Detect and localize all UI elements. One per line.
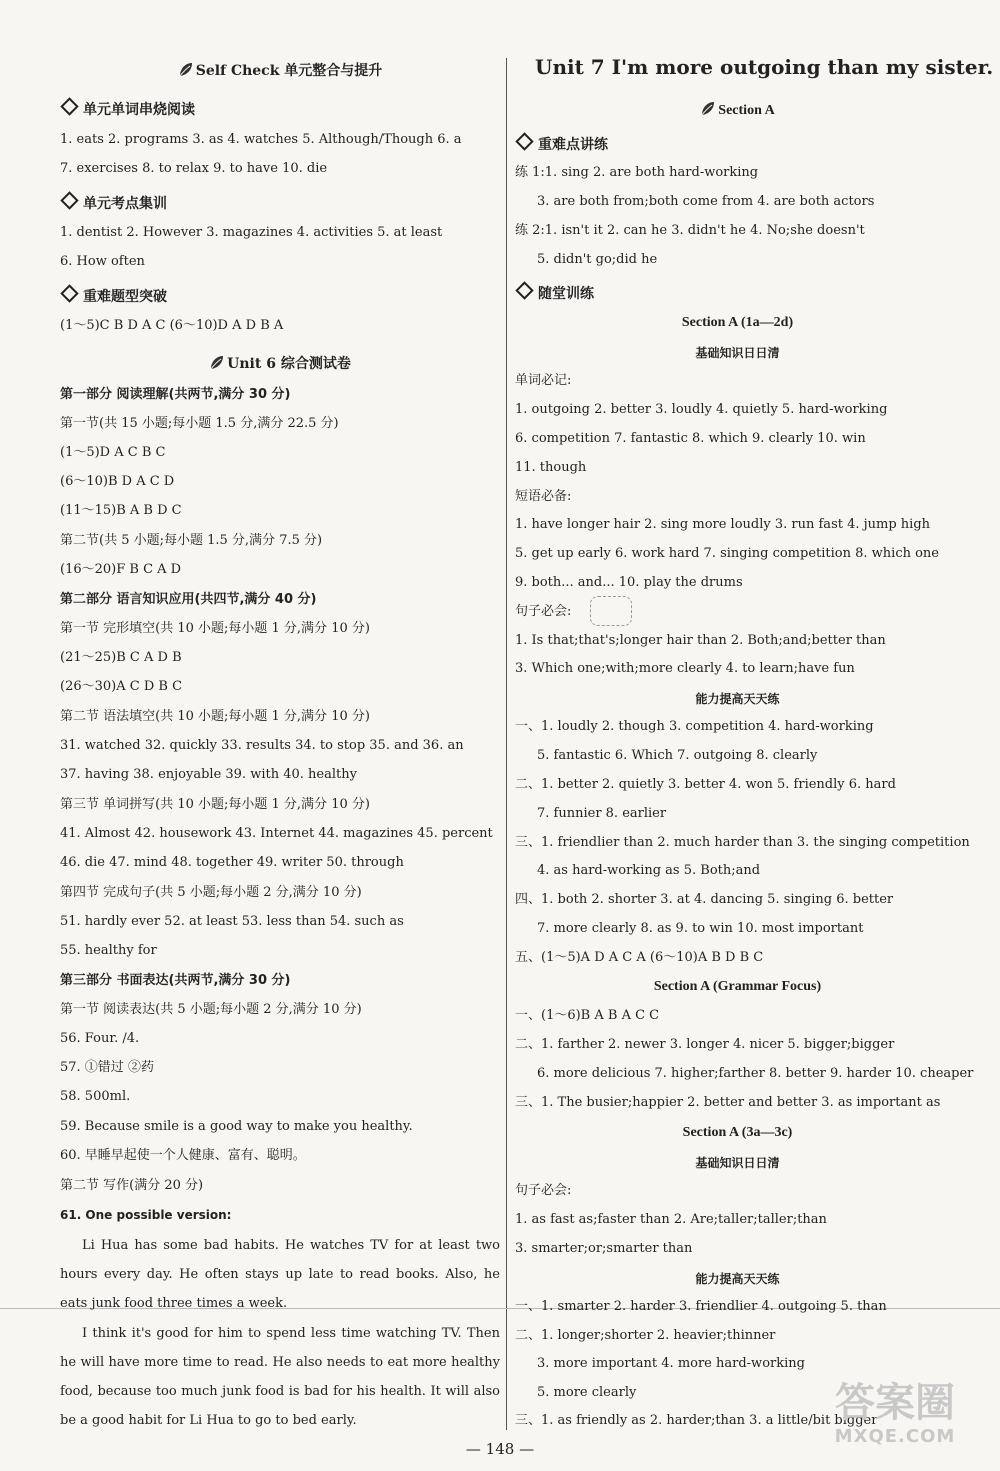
subsection-heading: 第二节 写作(满分 20 分) (60, 1178, 204, 1193)
section-title: Section A (515, 101, 960, 120)
answer-line: (16～20)F B C A D (60, 562, 182, 577)
answer-line: 6. competition 7. fantastic 8. which 9. clearly 10. win (515, 431, 866, 446)
answer-line: 一、1. loudly 2. though 3. competition 4. hard-working (515, 719, 874, 734)
label: 单词必记: (515, 373, 572, 388)
answer-line: 五、(1～5)A D A C A (6～10)A B D B C (515, 950, 764, 965)
answer-line: 3. more important 4. more hard-working (537, 1356, 805, 1371)
answer-line: 3. smarter;or;smarter than (515, 1241, 693, 1256)
leaf-icon (700, 101, 715, 116)
answer-line: 37. having 38. enjoyable 39. with 40. healthy (60, 767, 357, 782)
subsection-heading: 第四节 完成句子(共 5 小题;每小题 2 分,满分 10 分) (60, 885, 362, 900)
answer-line: 三、1. The busier;happier 2. better and better 3. as important as (515, 1095, 941, 1110)
answer-line: 11. though (515, 460, 587, 475)
answer-line: 58. 500ml. (60, 1089, 131, 1104)
answer-line: (6～10)B D A C D (60, 474, 175, 489)
answer-line: 61. One possible version: (60, 1208, 232, 1222)
answer-line: 7. funnier 8. earlier (537, 806, 667, 821)
page-number: — 148 — (465, 1440, 535, 1458)
answer-line: 3. are both from;both come from 4. are both actors (537, 194, 875, 209)
part-heading: 第三部分 书面表达(共两节,满分 30 分) (60, 973, 291, 988)
answer-line: (26～30)A C D B C (60, 679, 183, 694)
section-heading: 随堂训练 (515, 284, 594, 303)
answer-line: 6. How often (60, 254, 145, 269)
answer-line: 练 2:1. isn't it 2. can he 3. didn't he 4. No;she doesn't (515, 223, 865, 238)
subheading: 基础知识日日清 (695, 346, 780, 360)
subheading: 能力提高天天练 (695, 692, 780, 706)
subsection-heading: 第二节 语法填空(共 10 小题;每小题 1 分,满分 10 分) (60, 709, 370, 724)
leaf-icon (178, 62, 193, 77)
section-heading: 单元考点集训 (60, 194, 167, 213)
answer-line: 31. watched 32. quickly 33. results 34. to stop 35. and 36. an (60, 738, 464, 753)
answer-line: 5. get up early 6. work hard 7. singing competition 8. which one (515, 546, 939, 561)
answer-line: 5. fantastic 6. Which 7. outgoing 8. clearly (537, 748, 818, 763)
subheading: 能力提高天天练 (695, 1272, 780, 1286)
answer-line: 51. hardly ever 52. at least 53. less than 54. such as (60, 914, 404, 929)
diamond-icon (515, 281, 533, 299)
answer-line: 二、1. longer;shorter 2. heavier;thinner (515, 1328, 776, 1343)
self-check-title: Self Check 单元整合与提升 (60, 62, 500, 80)
answer-line: 1. outgoing 2. better 3. loudly 4. quietly 5. hard-working (515, 402, 888, 417)
subsection-heading: 第二节(共 5 小题;每小题 1.5 分,满分 7.5 分) (60, 533, 323, 548)
subsection-heading: 第一节(共 15 小题;每小题 1.5 分,满分 22.5 分) (60, 416, 339, 431)
subsection-heading: 第一节 完形填空(共 10 小题;每小题 1 分,满分 10 分) (60, 621, 370, 636)
answer-line: 1. eats 2. programs 3. as 4. watches 5. Although/Though 6. a (60, 132, 462, 147)
subheading: 基础知识日日清 (695, 1156, 780, 1170)
label: 短语必备: (515, 489, 572, 504)
answer-line: 二、1. farther 2. newer 3. longer 4. nicer 5. bigger;bigger (515, 1037, 895, 1052)
answer-line: 1. dentist 2. However 3. magazines 4. activities 5. at least (60, 225, 443, 240)
answer-line: 5. more clearly (537, 1385, 637, 1400)
label: 句子必会: (515, 604, 572, 619)
diamond-icon (60, 284, 78, 302)
answer-line: 41. Almost 42. housework 43. Internet 44. magazines 45. percent (60, 826, 493, 841)
section-title: Section A (Grammar Focus) (653, 979, 822, 994)
answer-line: (1～5)C B D A C (6～10)D A D B A (60, 318, 284, 333)
leaf-icon (209, 355, 224, 370)
part-heading: 第一部分 阅读理解(共两节,满分 30 分) (60, 387, 291, 402)
answer-line: 练 1:1. sing 2. are both hard-working (515, 165, 759, 180)
diamond-icon (60, 191, 78, 209)
answer-line: 一、(1～6)B A B A C C (515, 1008, 660, 1023)
answer-line: 55. healthy for (60, 943, 157, 958)
answer-line: 1. have longer hair 2. sing more loudly 3. run fast 4. jump high (515, 517, 931, 532)
answer-line: 3. Which one;with;more clearly 4. to learn;have fun (515, 661, 855, 676)
subsection-heading: 第一节 阅读表达(共 5 小题;每小题 2 分,满分 10 分) (60, 1002, 362, 1017)
answer-line: 二、1. better 2. quietly 3. better 4. won 5. friendly 6. hard (515, 777, 896, 792)
answer-line: 1. Is that;that's;longer hair than 2. Both;and;better than (515, 633, 886, 648)
answer-line: 6. more delicious 7. higher;farther 8. better 9. harder 10. cheaper (537, 1066, 974, 1081)
answer-line: (1～5)D A C B C (60, 445, 166, 460)
diamond-icon (60, 97, 78, 115)
section-heading: 重难点讲练 (515, 135, 608, 154)
label: 句子必会: (515, 1183, 572, 1198)
answer-line: 1. as fast as;faster than 2. Are;taller;taller;than (515, 1212, 827, 1227)
answer-line: 59. Because smile is a good way to make you healthy. (60, 1119, 413, 1134)
subsection-heading: 第三节 单词拼写(共 10 小题;每小题 1 分,满分 10 分) (60, 797, 370, 812)
answer-line: 一、1. smarter 2. harder 3. friendlier 4. outgoing 5. than (515, 1299, 887, 1314)
section-heading: 单元单词串烧阅读 (60, 100, 195, 119)
answer-line: (21～25)B C A D B (60, 650, 182, 665)
answer-line: 46. die 47. mind 48. together 49. writer 50. through (60, 855, 404, 870)
part-heading: 第二部分 语言知识应用(共四节,满分 40 分) (60, 592, 317, 607)
section-heading: 重难题型突破 (60, 287, 167, 306)
answer-line: 三、1. friendlier than 2. much harder than 3. the singing competition (515, 835, 970, 850)
answer-line: 三、1. as friendly as 2. harder;than 3. a little/bit bigger (515, 1413, 878, 1428)
column-divider (506, 58, 507, 1430)
answer-line: 4. as hard-working as 5. Both;and (537, 863, 761, 878)
answer-line: 5. didn't go;did he (537, 252, 658, 267)
unit6-test-title: Unit 6 综合测试卷 (60, 355, 500, 373)
section-title: Section A (3a—3c) (682, 1125, 793, 1140)
essay-paragraph: Li Hua has some bad habits. He watches TV for at least two hours every day. He often stays up late to read books. Also, he eats junk food three times a week. (60, 1238, 500, 1311)
unit7-title: Unit 7 I'm more outgoing than my sister. (535, 55, 994, 79)
answer-line: 四、1. both 2. shorter 3. at 4. dancing 5. singing 6. better (515, 892, 894, 907)
answer-line: 60. 早睡早起使一个人健康、富有、聪明。 (60, 1148, 306, 1163)
answer-line: 7. more clearly 8. as 9. to win 10. most important (537, 921, 864, 936)
watermark-logo: 答案圈 MXQE.COM (834, 1380, 956, 1447)
answer-line: 56. Four. /4. (60, 1031, 140, 1046)
diamond-icon (515, 132, 533, 150)
answer-line: 7. exercises 8. to relax 9. to have 10. die (60, 161, 328, 176)
answer-line: 9. both... and... 10. play the drums (515, 575, 743, 590)
stamp-mark (590, 596, 632, 626)
answer-line: (11～15)B A B D C (60, 503, 182, 518)
answer-line: 57. ①错过 ②药 (60, 1060, 154, 1075)
essay-paragraph: I think it's good for him to spend less time watching TV. Then he will have more time to read. He also needs to eat more healthy food, because too much junk food is bad for his health. It will also be a good habit for Li Hua to go to bed early. (60, 1326, 500, 1428)
section-title: Section A (1a—2d) (681, 315, 794, 330)
